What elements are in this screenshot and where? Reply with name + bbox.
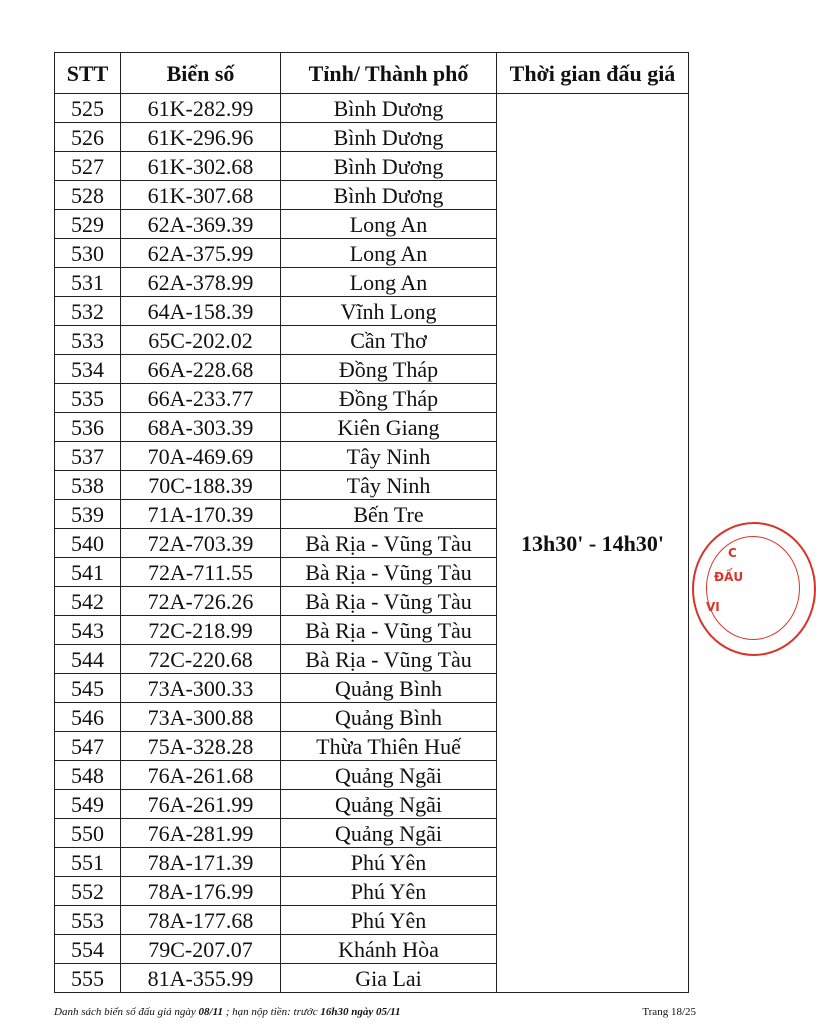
row-stt: 543 [55, 616, 121, 645]
row-province: Tây Ninh [281, 471, 497, 500]
row-province: Quảng Ngãi [281, 761, 497, 790]
row-plate: 81A-355.99 [121, 964, 281, 993]
row-province: Bà Rịa - Vũng Tàu [281, 645, 497, 674]
red-seal-stamp [692, 522, 816, 656]
footer-auction-date: 08/11 [198, 1006, 223, 1018]
row-stt: 530 [55, 239, 121, 268]
seal-text-middle: ĐẤU [714, 570, 744, 584]
row-province: Long An [281, 210, 497, 239]
table-header-row [55, 53, 689, 94]
row-stt: 528 [55, 181, 121, 210]
row-stt: 554 [55, 935, 121, 964]
row-plate: 61K-296.96 [121, 123, 281, 152]
header-plate: Biển số [121, 53, 281, 94]
row-stt: 555 [55, 964, 121, 993]
row-province: Quảng Bình [281, 674, 497, 703]
row-plate: 76A-261.99 [121, 790, 281, 819]
row-province: Quảng Ngãi [281, 790, 497, 819]
row-stt: 533 [55, 326, 121, 355]
row-plate: 72C-218.99 [121, 616, 281, 645]
row-province: Đồng Tháp [281, 384, 497, 413]
page-number: Trang 18/25 [642, 1006, 696, 1018]
table-body [55, 94, 689, 993]
row-stt: 541 [55, 558, 121, 587]
row-plate: 70A-469.69 [121, 442, 281, 471]
footer-deadline: 16h30 ngày 05/11 [320, 1006, 401, 1018]
row-plate: 78A-171.39 [121, 848, 281, 877]
row-plate: 61K-307.68 [121, 181, 281, 210]
row-province: Tây Ninh [281, 442, 497, 471]
row-stt: 532 [55, 297, 121, 326]
row-province: Bến Tre [281, 500, 497, 529]
row-plate: 64A-158.39 [121, 297, 281, 326]
row-plate: 73A-300.33 [121, 674, 281, 703]
row-plate: 79C-207.07 [121, 935, 281, 964]
row-plate: 72A-711.55 [121, 558, 281, 587]
footer-note [54, 1006, 400, 1018]
row-province: Bình Dương [281, 152, 497, 181]
row-stt: 549 [55, 790, 121, 819]
row-stt: 534 [55, 355, 121, 384]
row-stt: 548 [55, 761, 121, 790]
row-province: Gia Lai [281, 964, 497, 993]
row-province: Phú Yên [281, 848, 497, 877]
row-plate: 66A-233.77 [121, 384, 281, 413]
row-province: Long An [281, 239, 497, 268]
row-province: Bà Rịa - Vũng Tàu [281, 558, 497, 587]
row-province: Vĩnh Long [281, 297, 497, 326]
row-stt: 545 [55, 674, 121, 703]
row-plate: 62A-375.99 [121, 239, 281, 268]
row-plate: 68A-303.39 [121, 413, 281, 442]
row-plate: 70C-188.39 [121, 471, 281, 500]
row-stt: 535 [55, 384, 121, 413]
seal-inner-ring [706, 536, 800, 640]
row-stt: 526 [55, 123, 121, 152]
row-stt: 537 [55, 442, 121, 471]
row-plate: 78A-177.68 [121, 906, 281, 935]
row-plate: 61K-282.99 [121, 94, 281, 123]
row-plate: 72A-703.39 [121, 529, 281, 558]
row-plate: 72C-220.68 [121, 645, 281, 674]
row-province: Bà Rịa - Vũng Tàu [281, 529, 497, 558]
row-province: Phú Yên [281, 906, 497, 935]
row-province: Long An [281, 268, 497, 297]
license-plate-auction-table [54, 52, 689, 993]
row-plate: 65C-202.02 [121, 326, 281, 355]
auction-time-cell: 13h30' - 14h30' [497, 94, 689, 993]
row-stt: 540 [55, 529, 121, 558]
row-province: Bình Dương [281, 181, 497, 210]
table-row [55, 94, 689, 123]
row-province: Thừa Thiên Huế [281, 732, 497, 761]
header-stt: STT [55, 53, 121, 94]
row-plate: 72A-726.26 [121, 587, 281, 616]
row-province: Bình Dương [281, 123, 497, 152]
row-plate: 75A-328.28 [121, 732, 281, 761]
row-stt: 538 [55, 471, 121, 500]
row-plate: 73A-300.88 [121, 703, 281, 732]
row-plate: 76A-261.68 [121, 761, 281, 790]
row-stt: 546 [55, 703, 121, 732]
auction-table-container [54, 52, 688, 993]
row-stt: 550 [55, 819, 121, 848]
row-stt: 553 [55, 906, 121, 935]
row-stt: 547 [55, 732, 121, 761]
footer-note-middle: ; hạn nộp tiền: trước [222, 1006, 321, 1018]
row-province: Bà Rịa - Vũng Tàu [281, 616, 497, 645]
row-stt: 527 [55, 152, 121, 181]
row-stt: 539 [55, 500, 121, 529]
seal-text-bottom: VI [706, 600, 720, 614]
row-province: Bình Dương [281, 94, 497, 123]
row-stt: 525 [55, 94, 121, 123]
row-stt: 551 [55, 848, 121, 877]
row-stt: 531 [55, 268, 121, 297]
row-province: Khánh Hòa [281, 935, 497, 964]
row-plate: 71A-170.39 [121, 500, 281, 529]
footer-note-prefix: Danh sách biển số đấu giá ngày [54, 1006, 199, 1018]
row-plate: 78A-176.99 [121, 877, 281, 906]
row-stt: 542 [55, 587, 121, 616]
row-province: Cần Thơ [281, 326, 497, 355]
header-province: Tỉnh/ Thành phố [281, 53, 497, 94]
header-auction-time: Thời gian đấu giá [497, 53, 689, 94]
row-plate: 62A-378.99 [121, 268, 281, 297]
row-stt: 544 [55, 645, 121, 674]
row-plate: 76A-281.99 [121, 819, 281, 848]
row-province: Quảng Ngãi [281, 819, 497, 848]
row-province: Quảng Bình [281, 703, 497, 732]
row-province: Phú Yên [281, 877, 497, 906]
row-plate: 62A-369.39 [121, 210, 281, 239]
row-plate: 61K-302.68 [121, 152, 281, 181]
row-province: Kiên Giang [281, 413, 497, 442]
row-plate: 66A-228.68 [121, 355, 281, 384]
row-province: Bà Rịa - Vũng Tàu [281, 587, 497, 616]
seal-text-top: C [728, 546, 737, 560]
row-stt: 536 [55, 413, 121, 442]
row-stt: 529 [55, 210, 121, 239]
row-province: Đồng Tháp [281, 355, 497, 384]
row-stt: 552 [55, 877, 121, 906]
